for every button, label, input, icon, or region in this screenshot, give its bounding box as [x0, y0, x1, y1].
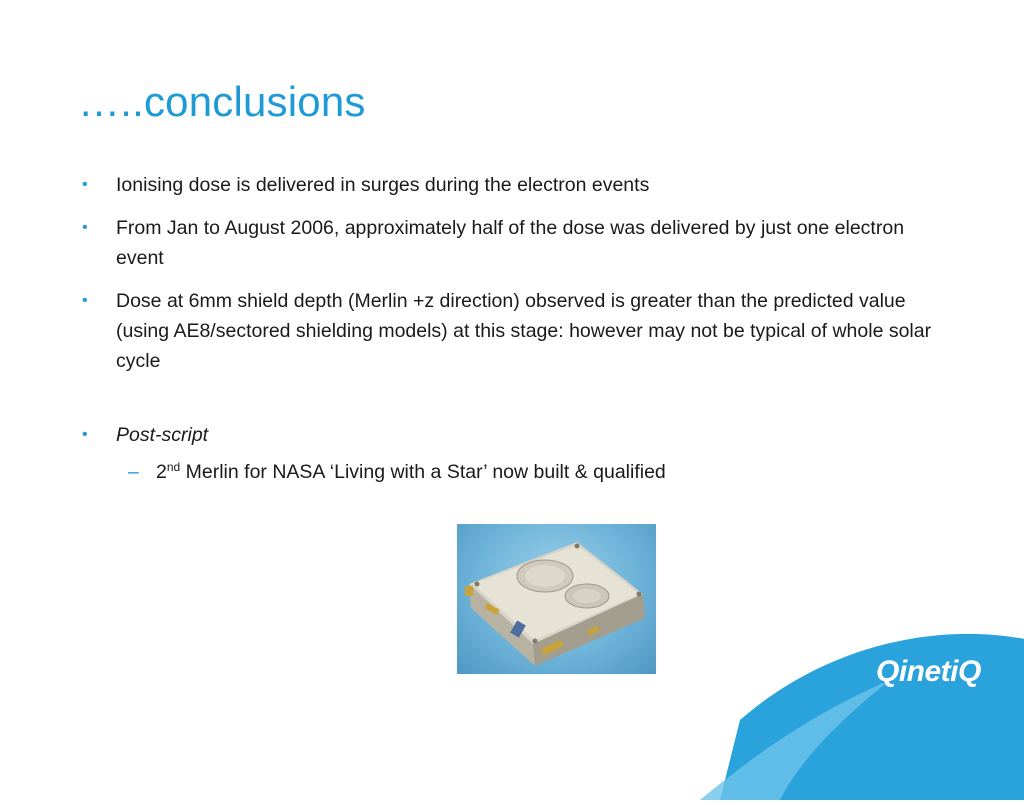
bullet-item: [78, 170, 938, 200]
bullet-marker: •: [82, 219, 88, 236]
sub-bullet-superscript: nd: [166, 460, 181, 474]
bullet-text: Dose at 6mm shield depth (Merlin +z direction) observed is greater than the predicted value (using AE8/sectored shielding models) at this stage: however may not be typical of whole solar cycle: [116, 290, 932, 372]
bullet-list: [78, 170, 938, 487]
sub-bullet-item: [78, 457, 938, 487]
instrument-box-image: [457, 524, 656, 674]
bullet-item: [78, 420, 938, 450]
bullet-marker: •: [82, 426, 88, 443]
wave-shape: [700, 600, 1024, 800]
sub-bullet-marker: –: [128, 461, 139, 483]
bullet-text: From Jan to August 2006, approximately half of the dose was delivered by just one electron event: [116, 217, 905, 269]
bullet-text: Post-script: [116, 424, 209, 446]
qinetiq-logo: QinetiQ: [876, 655, 981, 688]
slide-title: …..conclusions: [78, 78, 366, 125]
bullet-item: [78, 286, 938, 376]
merlin-instrument-photo: [457, 524, 656, 674]
bullet-text: Ionising dose is delivered in surges during the electron events: [116, 174, 650, 196]
sub-bullet-number: 2: [156, 461, 167, 483]
logo-wave: [700, 600, 1024, 800]
bullet-marker: •: [82, 176, 88, 193]
sub-bullet-text: Merlin for NASA ‘Living with a Star’ now built & qualified: [180, 461, 666, 483]
bullet-item: [78, 213, 938, 273]
bullet-marker: •: [82, 292, 88, 309]
